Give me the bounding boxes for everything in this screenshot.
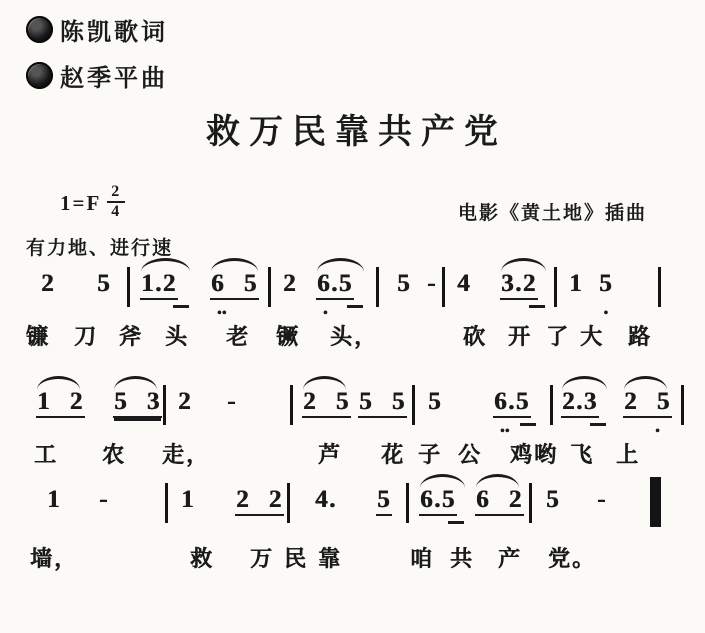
lyric-syllable: 共 xyxy=(450,546,475,571)
key-tonic: 1=F xyxy=(60,191,102,215)
note-digits: - xyxy=(227,388,237,415)
lyric-syllable: 开 xyxy=(508,324,533,349)
sixteenth-underline xyxy=(529,305,545,308)
lyric-syllable: 公 xyxy=(458,442,483,467)
lyric-syllable: 路 xyxy=(628,324,653,349)
slur-arc xyxy=(562,376,607,390)
barline xyxy=(550,385,553,425)
note-group xyxy=(96,258,112,310)
note-digits: 1 xyxy=(47,486,61,513)
key-signature xyxy=(60,184,125,220)
note-digits: 6.5 xyxy=(316,271,354,300)
note-digits: 5 xyxy=(97,270,111,297)
barline xyxy=(554,267,557,307)
lyric-syllable: 花 xyxy=(381,442,406,467)
note-group xyxy=(396,258,412,310)
lyric-syllable: 农 xyxy=(102,442,127,467)
slur-arc xyxy=(624,376,667,390)
slur-arc xyxy=(317,258,364,272)
note-digits: 1 xyxy=(181,486,195,513)
octave-dots: •• xyxy=(217,306,227,321)
lyric-syllable: 刀 xyxy=(74,324,99,349)
note-group xyxy=(598,258,614,321)
meter-fraction xyxy=(107,184,125,220)
note-group xyxy=(456,258,472,310)
lyric-line xyxy=(0,320,705,352)
note-digits: 2 5 xyxy=(302,389,351,418)
note-digits: - xyxy=(597,486,607,513)
note-digits: 2 xyxy=(283,270,297,297)
octave-dots: • xyxy=(323,306,328,321)
note-group xyxy=(177,376,193,428)
note-digits: 5 5 xyxy=(358,389,407,418)
note-digits: 5 xyxy=(599,270,613,297)
barline xyxy=(658,267,661,307)
note-group xyxy=(316,258,368,321)
note-digits: 2.3 xyxy=(561,389,599,418)
barline xyxy=(165,483,168,523)
note-group xyxy=(180,474,196,526)
tempo-marking: 有力地、进行速 xyxy=(26,238,174,259)
film-source-note: 电影《黄土地》插曲 xyxy=(458,203,648,224)
note-group xyxy=(596,474,608,526)
lyric-syllable: 党。 xyxy=(548,546,597,571)
note-digits: 4. xyxy=(315,486,337,513)
lyric-syllable: 镰 xyxy=(26,324,51,349)
barline xyxy=(529,483,532,523)
note-group xyxy=(140,258,194,310)
lyric-line xyxy=(0,542,705,574)
lyric-syllable: 大 xyxy=(580,324,605,349)
lyric-syllable: 上 xyxy=(616,442,641,467)
lyric-syllable: 芦 xyxy=(318,442,343,467)
note-group xyxy=(46,474,62,526)
composer-seal-icon xyxy=(26,62,53,89)
note-group xyxy=(98,474,110,526)
barline xyxy=(681,385,684,425)
note-digits: 5 xyxy=(546,486,560,513)
note-group xyxy=(36,376,84,428)
note-group xyxy=(302,376,350,428)
lyric-syllable: 鸡哟 xyxy=(510,442,559,467)
credit-row xyxy=(26,12,168,47)
composer-seal-icon xyxy=(26,16,53,43)
slur-arc xyxy=(420,474,465,488)
note-group xyxy=(113,376,161,428)
lyric-syllable: 了 xyxy=(546,324,571,349)
barline xyxy=(287,483,290,523)
lyric-syllable: 头， xyxy=(330,324,379,349)
lyric-syllable: 老 xyxy=(226,324,251,349)
note-digits: 5 3 xyxy=(113,389,162,418)
note-digits: 4 xyxy=(457,270,471,297)
note-group xyxy=(500,258,550,310)
sixteenth-underline xyxy=(173,305,189,308)
note-digits: 2 xyxy=(41,270,55,297)
octave-dots: •• xyxy=(500,424,510,439)
note-digits: 1 2 xyxy=(36,389,85,418)
note-digits: 1.2 xyxy=(140,271,178,300)
note-digits: 6.5 xyxy=(419,487,457,516)
slur-arc xyxy=(211,258,258,272)
note-digits: 6.5 xyxy=(493,389,531,418)
lyric-syllable: 镢 xyxy=(276,324,301,349)
sixteenth-underline xyxy=(448,521,464,524)
music-line xyxy=(0,258,705,321)
note-group xyxy=(623,376,671,439)
barline xyxy=(290,385,293,425)
note-digits: 3.2 xyxy=(500,271,538,300)
note-group xyxy=(358,376,406,428)
note-group xyxy=(419,474,469,526)
slur-arc xyxy=(141,258,190,272)
credit-text: 陈凯歌词 xyxy=(60,20,168,46)
barline xyxy=(406,483,409,523)
barline xyxy=(376,267,379,307)
credits xyxy=(26,12,168,104)
song-title: 救万民靠共产党 xyxy=(206,114,507,151)
note-group xyxy=(314,474,338,526)
note-group xyxy=(226,376,238,428)
lyric-syllable: 产 xyxy=(498,546,523,571)
slur-arc xyxy=(501,258,546,272)
note-group xyxy=(545,474,561,526)
note-digits: 2 xyxy=(178,388,192,415)
lyric-syllable: 墙， xyxy=(30,546,79,571)
octave-dots: • xyxy=(603,306,609,321)
lyric-syllable: 工 xyxy=(34,442,59,467)
note-group xyxy=(282,258,298,310)
note-digits: 6 5 xyxy=(210,271,259,300)
note-digits: 6 2 xyxy=(475,487,524,516)
lyric-syllable: 咱 xyxy=(410,546,435,571)
note-digits: 5 xyxy=(397,270,411,297)
sixteenth-underline xyxy=(590,423,606,426)
meter-denominator: 4 xyxy=(111,203,122,220)
final-barline xyxy=(650,477,661,527)
note-digits: - xyxy=(99,486,109,513)
lyric-syllable: 子 xyxy=(418,442,443,467)
lyric-syllable: 走， xyxy=(162,442,211,467)
credit-row xyxy=(26,58,168,93)
slur-arc xyxy=(114,376,157,390)
note-group xyxy=(376,474,392,526)
note-digits: 5 xyxy=(428,388,442,415)
barline xyxy=(442,267,445,307)
barline xyxy=(163,385,166,425)
lyric-syllable: 民 xyxy=(284,546,309,571)
credit-text: 赵季平曲 xyxy=(60,66,168,92)
meter-numerator: 2 xyxy=(107,184,125,203)
note-group xyxy=(475,474,523,526)
note-group xyxy=(427,376,443,428)
note-group xyxy=(493,376,541,439)
lyric-syllable: 头 xyxy=(165,324,190,349)
octave-dots: • xyxy=(655,424,660,439)
note-group xyxy=(426,258,438,310)
note-group xyxy=(40,258,56,310)
music-line xyxy=(0,376,705,439)
note-group xyxy=(235,474,283,526)
lyric-syllable: 斧 xyxy=(119,324,144,349)
note-digits: - xyxy=(427,270,437,297)
lyric-syllable: 飞 xyxy=(570,442,595,467)
note-digits: 2 5 xyxy=(623,389,672,418)
barline xyxy=(127,267,130,307)
note-group xyxy=(561,376,611,428)
slur-arc xyxy=(37,376,80,390)
lyric-syllable: 靠 xyxy=(318,546,343,571)
lyric-line xyxy=(0,438,705,470)
music-line xyxy=(0,474,705,532)
note-group xyxy=(568,258,584,310)
note-digits: 2 2 xyxy=(235,487,284,516)
lyric-syllable: 救 xyxy=(190,546,215,571)
note-digits: 1 xyxy=(569,270,583,297)
lyric-syllable: 万 xyxy=(250,546,275,571)
barline xyxy=(412,385,415,425)
slur-arc xyxy=(476,474,519,488)
lyric-syllable: 砍 xyxy=(463,324,488,349)
barline xyxy=(268,267,271,307)
note-group xyxy=(210,258,262,321)
note-digits: 5 xyxy=(376,487,392,516)
slur-arc xyxy=(303,376,346,390)
